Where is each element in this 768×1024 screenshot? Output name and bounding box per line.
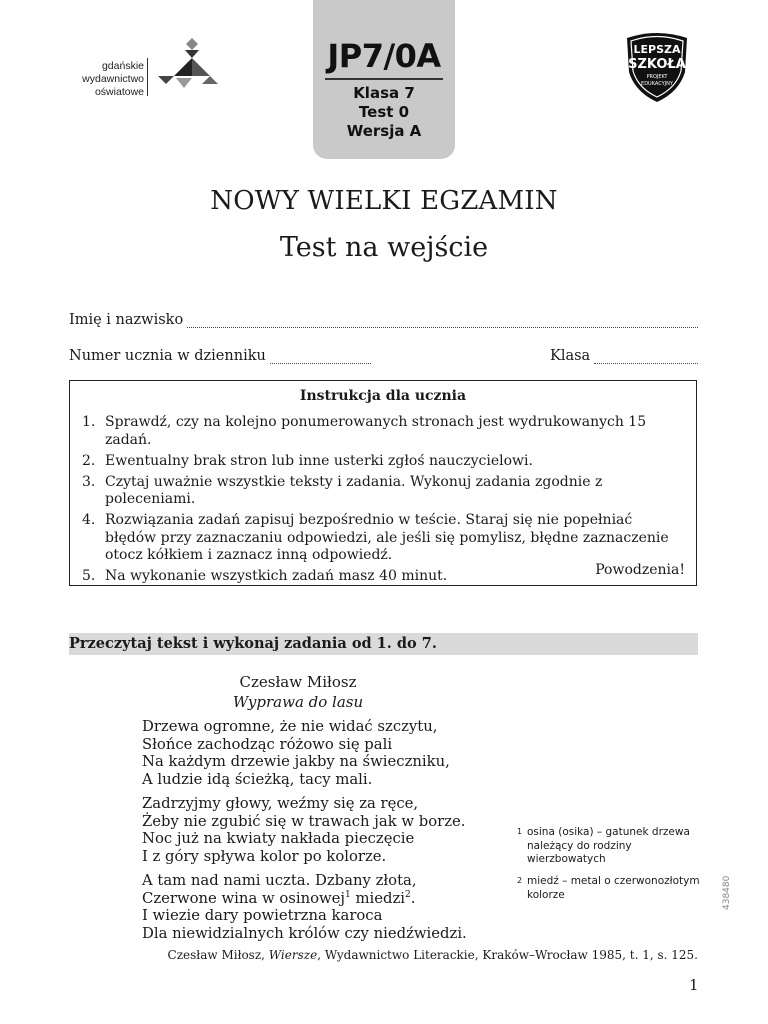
lepsza-szkola-badge-icon bbox=[621, 28, 693, 104]
sub-title: Test na wejście bbox=[279, 232, 489, 263]
poem-line: Drzewa ogromne, że nie widać szczytu, bbox=[142, 718, 438, 735]
task-heading: Przeczytaj tekst i wykonaj zadania od 1. do 7. bbox=[69, 633, 698, 655]
test-code: JP7/0A bbox=[327, 37, 441, 75]
name-label: Imię i nazwisko bbox=[69, 312, 184, 328]
side-code: 438480 bbox=[722, 875, 732, 910]
poem-stanza-2 bbox=[142, 795, 465, 865]
instructions-box bbox=[69, 380, 697, 586]
main-title: NOWY WIELKI EGZAMIN bbox=[210, 186, 558, 216]
poem-line: I wiezie dary powietrzna karoca bbox=[142, 907, 383, 924]
publisher-logo-icon bbox=[152, 36, 220, 92]
test-code-box bbox=[313, 0, 455, 159]
class-field-row bbox=[550, 348, 698, 364]
poem-author: Czesław Miłosz bbox=[239, 673, 357, 691]
number-field-row bbox=[69, 348, 371, 364]
badge-line-1: LEPSZA bbox=[633, 43, 681, 56]
instructions-list bbox=[70, 414, 696, 586]
poem-line: I z góry spływa kolor po kolorze. bbox=[142, 847, 387, 865]
footnote-ref-1: 1 bbox=[345, 889, 351, 900]
poem-line: Na każdym drzewie jakby na świeczniku, bbox=[142, 753, 450, 770]
poem-stanza-3 bbox=[142, 872, 467, 942]
page-number: 1 bbox=[689, 976, 699, 994]
instruction-item: 3. Czytaj uważnie wszystkie teksty i zadania. Wykonuj zadania zgodnie z poleceniami. bbox=[82, 473, 603, 507]
instruction-item: 2. Ewentualny brak stron lub inne usterki zgłoś nauczycielowi. bbox=[82, 452, 533, 469]
instruction-item: 1. Sprawdź, czy na kolejno ponumerowanych stronach jest wydrukowanych 15 zadań. bbox=[82, 414, 647, 448]
number-label: Numer ucznia w dzienniku bbox=[69, 348, 266, 364]
test-label: Test 0 bbox=[358, 102, 410, 121]
instructions-closing: Powodzenia! bbox=[595, 562, 685, 578]
instructions-title: Instrukcja dla ucznia bbox=[299, 388, 467, 404]
poem-source: Czesław Miłosz, Wiersze, Wydawnictwo Literackie, Kraków–Wrocław 1985, t. 1, s. 125. bbox=[167, 948, 698, 962]
poem-line: A ludzie idą ścieżką, tacy mali. bbox=[142, 770, 373, 788]
badge-line-4: EDUKACYJNY bbox=[641, 81, 673, 87]
publisher-divider bbox=[147, 58, 148, 96]
poem-title: Wyprawa do lasu bbox=[232, 693, 364, 711]
number-input-line[interactable] bbox=[270, 350, 371, 364]
instruction-item: 4. Rozwiązania zadań zapisuj bezpośrednio w teście. Staraj się nie popełniać błędów przy zaznaczaniu odpowiedzi, ale jeśli się pomylisz, błędne zaznaczenie otocz kółkiem i zaznacz inną odpowiedź. bbox=[82, 512, 669, 563]
code-divider bbox=[325, 78, 443, 80]
poem-line: Zadrzyjmy głowy, weźmy się za ręce, bbox=[142, 795, 419, 812]
badge-line-2: SZKOŁA bbox=[628, 57, 686, 72]
class-field-label: Klasa bbox=[550, 348, 591, 364]
poem-line: Noc już na kwiaty nakłada pieczęcie bbox=[142, 830, 415, 847]
class-label: Klasa 7 bbox=[353, 83, 415, 102]
poem-line: A tam nad nami uczta. Dzbany złota, bbox=[142, 872, 417, 889]
footnote-2: 2 miedź – metal o czerwonozłotym kolorze bbox=[517, 875, 700, 901]
poem-line: Słońce zachodząc różowo się pali bbox=[142, 735, 393, 753]
badge-line-3: PROJEKT bbox=[646, 74, 668, 80]
name-field-row bbox=[69, 312, 698, 328]
footnote-1: 1 osina (osika) – gatunek drzewa należący do rodziny wierzbowatych bbox=[517, 826, 690, 865]
instruction-item: 5. Na wykonanie wszystkich zadań masz 40 minut. bbox=[82, 568, 448, 584]
poem-line: Żeby nie zgubić się w trawach jak w borze. bbox=[142, 812, 466, 830]
name-input-line[interactable] bbox=[187, 314, 698, 328]
footnote-ref-2: 2 bbox=[405, 889, 411, 900]
publisher-name: gdańskie wydawnictwo oświatowe bbox=[82, 60, 144, 98]
class-input-line[interactable] bbox=[594, 350, 698, 364]
poem-line: Dla niewidzialnych królów czy niedźwiedzi. bbox=[142, 924, 467, 942]
poem-stanza-1 bbox=[142, 718, 450, 788]
poem-line: Czerwone wina w osinowej$^1$ miedzi$^2$. bbox=[142, 889, 416, 907]
version-label: Wersja A bbox=[346, 121, 422, 140]
